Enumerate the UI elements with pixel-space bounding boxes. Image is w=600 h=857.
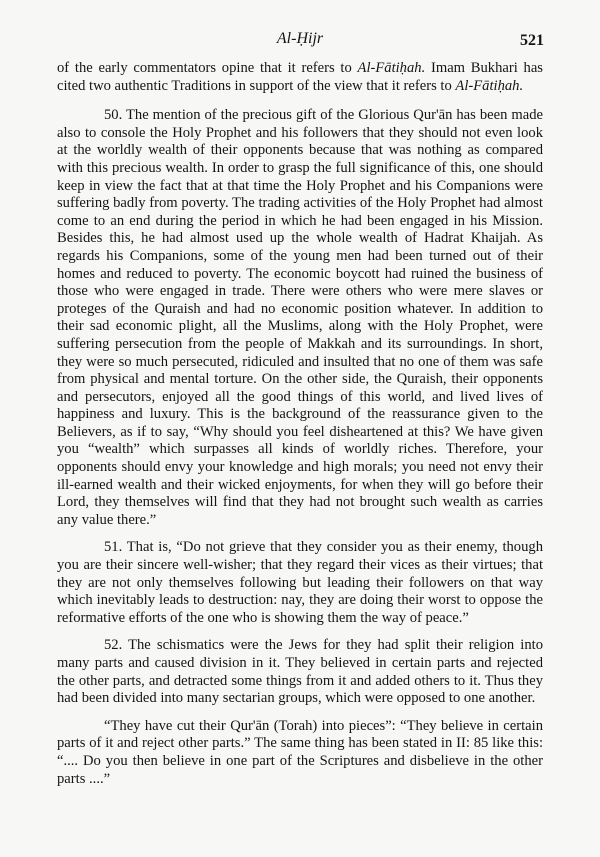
paragraph-continuation (57, 60, 543, 95)
running-header-title: Al-Ḥijr (276, 30, 324, 47)
footnote-50: 50. The mention of the precious gift of the Glorious Qur'ān has been made also to console the Holy Prophet and his followers that they should not even look at the worldly wealth of their opponents because that was nothing as compared with this precious wealth. In order to grasp the full significance of this, one should keep in view the fact that at that time the Holy Prophet and his Companions were suffering badly from poverty. The trading activities of the Holy Prophet had almost come to an end during the period in which he had been engaged in his Mission. Besides this, he had almost used up the whole wealth of Hadrat Khaijah. As regards his Companions, some of the young men had been turned out of their homes and reduced to poverty. The economic boycott had ruined the business of those who were engaged in trade. There were others who were mere slaves or proteges of the Quraish and had no economic position whatever. In addition to their sad economic plight, all the Muslims, along with the Holy Prophet, were suffering persecution from the people of Makkah and its surroundings. In short, they were so much persecuted, ridiculed and insulted that no one of them was safe from physical and mental torture. On the other side, the Quraish, their opponents and persecutors, enjoyed all the good things of this world, and lived lives of happiness and luxury. This is the background of the reassurance given to the Believers, as if to say, “Why should you feel disheartened at this? We have given you “wealth” which surpasses all kinds of worldly riches. Therefore, your opponents should envy your knowledge and high morals; you need not envy their ill-earned wealth and their wicked enjoyments, for when they will go before their Lord, they themselves will find that they had not brought such wealth as carries any value there.” (57, 107, 543, 528)
footnote-52: 52. The schismatics were the Jews for they had split their religion into many parts and caused division in it. They believed in certain parts and rejected the other parts, and detracted some things from it and added others to it. Thus they had been divided into many sectarian groups, which were opposed to one another. (57, 637, 543, 707)
surah-name-italic: Al-Fātiḥah. (357, 60, 426, 76)
footnote-51: 51. That is, “Do not grieve that they consider you as their enemy, though you are their sincere well-wisher; that they regard their vices as their virtues; that they are not only themselves following but leading their followers on that way which inevitably leads to destruction: nay, they are doing their worst to oppose the reformative efforts of the one who is showing them the way of peace.” (57, 539, 543, 626)
text-span: of the early commentators opine that it refers to (57, 60, 358, 76)
footnote-52-quotation: “They have cut their Qur'ān (Torah) into pieces”: “They believe in certain parts of it and reject other parts.” The same thing has been stated in II: 85 like this: “.... Do you then believe in one part of the Scriptures and disbelieve in the other parts ....” (57, 717, 543, 787)
surah-name-italic: Al-Fātiḥah. (455, 77, 524, 94)
text-span: Imam Bukhari has cited two authentic Traditions in support of the view that it refers to (57, 60, 543, 94)
page-body (57, 60, 543, 798)
page-number: 521 (520, 32, 544, 49)
